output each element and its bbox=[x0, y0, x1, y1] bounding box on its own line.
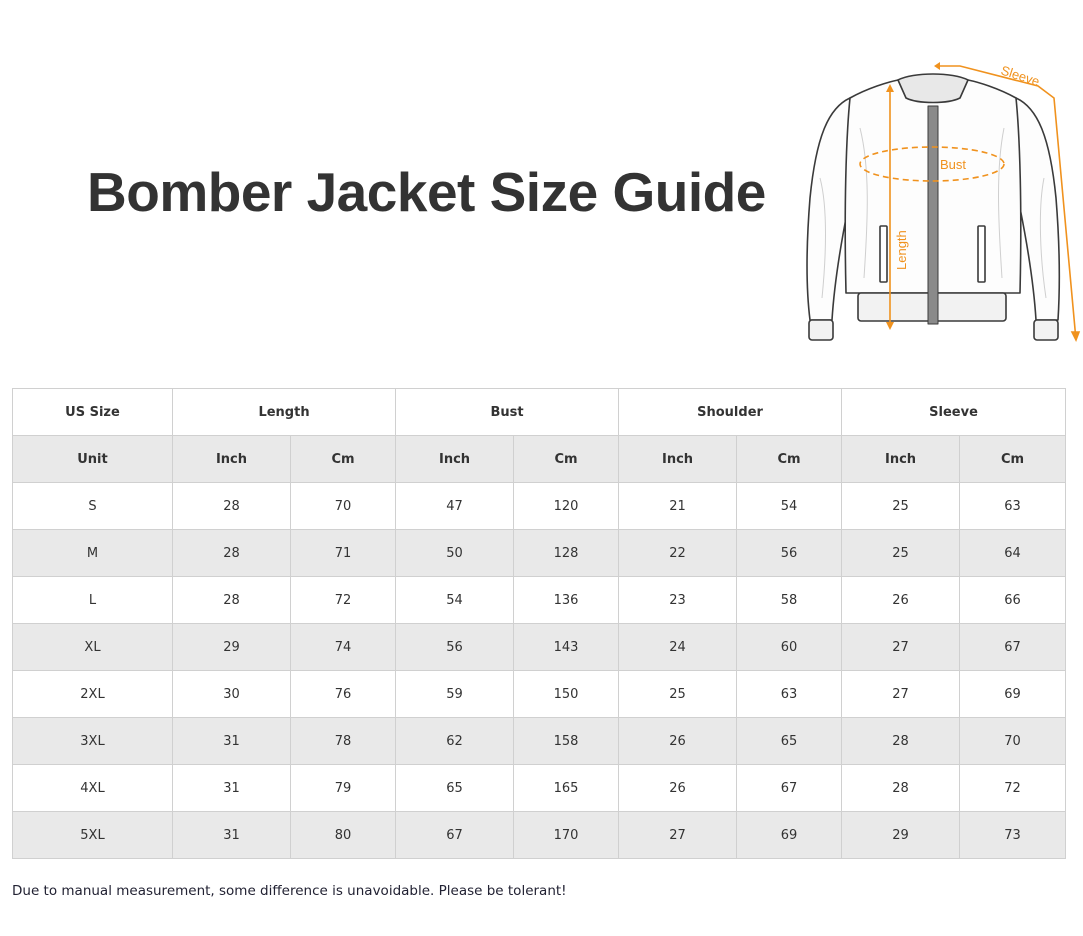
value-cell: 128 bbox=[514, 530, 619, 577]
value-cell: 170 bbox=[514, 812, 619, 859]
value-cell: 63 bbox=[737, 671, 842, 718]
value-cell: 26 bbox=[619, 718, 737, 765]
table-row bbox=[13, 718, 1066, 765]
value-cell: 65 bbox=[737, 718, 842, 765]
value-cell: 29 bbox=[173, 624, 291, 671]
size-cell: 3XL bbox=[13, 718, 173, 765]
value-cell: 69 bbox=[737, 812, 842, 859]
value-cell: 74 bbox=[291, 624, 396, 671]
value-cell: 120 bbox=[514, 483, 619, 530]
size-cell: S bbox=[13, 483, 173, 530]
value-cell: 64 bbox=[960, 530, 1066, 577]
value-cell: 70 bbox=[291, 483, 396, 530]
value-cell: 25 bbox=[842, 483, 960, 530]
value-cell: 28 bbox=[173, 577, 291, 624]
jacket-outline bbox=[807, 74, 1059, 340]
table-unit-row bbox=[13, 436, 1066, 483]
value-cell: 73 bbox=[960, 812, 1066, 859]
value-cell: 65 bbox=[396, 765, 514, 812]
value-cell: 158 bbox=[514, 718, 619, 765]
unit-cell: Cm bbox=[960, 436, 1066, 483]
value-cell: 27 bbox=[619, 812, 737, 859]
table-group-header-row bbox=[13, 389, 1066, 436]
value-cell: 24 bbox=[619, 624, 737, 671]
unit-cell: Cm bbox=[514, 436, 619, 483]
sleeve-label: Sleeve bbox=[999, 62, 1042, 90]
value-cell: 25 bbox=[619, 671, 737, 718]
table-row bbox=[13, 765, 1066, 812]
header-sleeve: Sleeve bbox=[842, 389, 1066, 436]
value-cell: 67 bbox=[737, 765, 842, 812]
value-cell: 136 bbox=[514, 577, 619, 624]
table-row bbox=[13, 671, 1066, 718]
value-cell: 31 bbox=[173, 812, 291, 859]
value-cell: 23 bbox=[619, 577, 737, 624]
size-cell: M bbox=[13, 530, 173, 577]
value-cell: 21 bbox=[619, 483, 737, 530]
size-cell: 5XL bbox=[13, 812, 173, 859]
value-cell: 54 bbox=[737, 483, 842, 530]
unit-cell: Inch bbox=[842, 436, 960, 483]
value-cell: 30 bbox=[173, 671, 291, 718]
value-cell: 60 bbox=[737, 624, 842, 671]
value-cell: 28 bbox=[173, 483, 291, 530]
table-row bbox=[13, 483, 1066, 530]
value-cell: 150 bbox=[514, 671, 619, 718]
value-cell: 78 bbox=[291, 718, 396, 765]
measurement-note: Due to manual measurement, some difference is unavoidable. Please be tolerant! bbox=[12, 883, 567, 899]
table-row bbox=[13, 530, 1066, 577]
size-cell: L bbox=[13, 577, 173, 624]
value-cell: 165 bbox=[514, 765, 619, 812]
value-cell: 70 bbox=[960, 718, 1066, 765]
value-cell: 76 bbox=[291, 671, 396, 718]
table-row bbox=[13, 812, 1066, 859]
header-shoulder: Shoulder bbox=[619, 389, 842, 436]
value-cell: 63 bbox=[960, 483, 1066, 530]
value-cell: 25 bbox=[842, 530, 960, 577]
value-cell: 26 bbox=[842, 577, 960, 624]
value-cell: 28 bbox=[842, 718, 960, 765]
value-cell: 26 bbox=[619, 765, 737, 812]
value-cell: 56 bbox=[396, 624, 514, 671]
value-cell: 67 bbox=[960, 624, 1066, 671]
table-row bbox=[13, 577, 1066, 624]
value-cell: 59 bbox=[396, 671, 514, 718]
value-cell: 50 bbox=[396, 530, 514, 577]
value-cell: 28 bbox=[173, 530, 291, 577]
value-cell: 67 bbox=[396, 812, 514, 859]
value-cell: 69 bbox=[960, 671, 1066, 718]
size-table bbox=[12, 388, 1066, 859]
value-cell: 27 bbox=[842, 624, 960, 671]
value-cell: 27 bbox=[842, 671, 960, 718]
value-cell: 62 bbox=[396, 718, 514, 765]
page-title: Bomber Jacket Size Guide bbox=[87, 161, 766, 223]
value-cell: 54 bbox=[396, 577, 514, 624]
value-cell: 28 bbox=[842, 765, 960, 812]
length-label: Length bbox=[894, 230, 909, 270]
unit-cell: Cm bbox=[737, 436, 842, 483]
size-cell: XL bbox=[13, 624, 173, 671]
value-cell: 58 bbox=[737, 577, 842, 624]
value-cell: 79 bbox=[291, 765, 396, 812]
unit-cell: Inch bbox=[619, 436, 737, 483]
bust-label: Bust bbox=[940, 157, 967, 172]
unit-cell: Inch bbox=[396, 436, 514, 483]
unit-cell: Unit bbox=[13, 436, 173, 483]
value-cell: 47 bbox=[396, 483, 514, 530]
jacket-diagram bbox=[798, 58, 1083, 350]
value-cell: 80 bbox=[291, 812, 396, 859]
unit-cell: Inch bbox=[173, 436, 291, 483]
header-bust: Bust bbox=[396, 389, 619, 436]
value-cell: 72 bbox=[291, 577, 396, 624]
value-cell: 72 bbox=[960, 765, 1066, 812]
size-cell: 2XL bbox=[13, 671, 173, 718]
value-cell: 143 bbox=[514, 624, 619, 671]
size-cell: 4XL bbox=[13, 765, 173, 812]
value-cell: 22 bbox=[619, 530, 737, 577]
table-row bbox=[13, 624, 1066, 671]
value-cell: 66 bbox=[960, 577, 1066, 624]
value-cell: 71 bbox=[291, 530, 396, 577]
header-us-size: US Size bbox=[13, 389, 173, 436]
value-cell: 31 bbox=[173, 765, 291, 812]
value-cell: 31 bbox=[173, 718, 291, 765]
value-cell: 29 bbox=[842, 812, 960, 859]
header-length: Length bbox=[173, 389, 396, 436]
unit-cell: Cm bbox=[291, 436, 396, 483]
value-cell: 56 bbox=[737, 530, 842, 577]
